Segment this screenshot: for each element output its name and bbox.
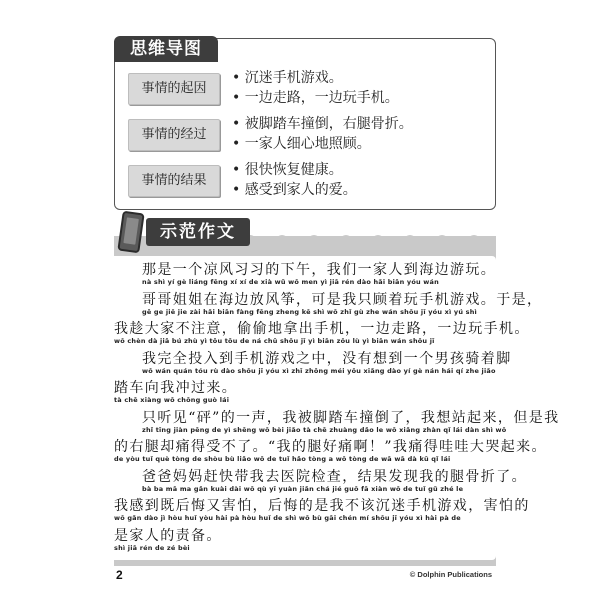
publisher-credit: © Dolphin Publications	[409, 570, 492, 579]
essay-line-pinyin: tà chē xiàng wǒ chōng guò lái	[114, 396, 230, 404]
mind-map-label: 事情的结果	[128, 165, 220, 197]
mind-map-row-cause	[128, 68, 488, 112]
mind-map-point: • 沉迷手机游戏。	[232, 70, 343, 86]
essay-line-pinyin: wǒ gǎn dào jì hòu huǐ yòu hài pà hòu huǐ de shì wǒ bù gāi chén mí shǒu jī yóu xì hài pà de	[114, 514, 461, 522]
mind-map-point: • 被脚踏车撞倒，右腿骨折。	[232, 116, 413, 132]
essay-line-hanzi: 哥哥姐姐在海边放风筝，可是我只顾着玩手机游戏。于是，	[142, 291, 543, 308]
mind-map-points	[232, 114, 488, 154]
essay-line	[114, 321, 530, 345]
essay-line	[114, 439, 547, 463]
essay-line-hanzi: 只听见“砰”的一声，我被脚踏车撞倒了，我想站起来，但是我	[142, 409, 560, 426]
essay-line-hanzi: 是家人的责备。	[114, 527, 222, 544]
essay-line-pinyin: de yòu tuǐ què tòng de shòu bù liǎo wǒ de tuǐ hǎo tòng a wǒ tòng de wā wā dà kū qǐ lái	[114, 455, 451, 463]
mind-map-label: 事情的经过	[128, 119, 220, 151]
essay-line-pinyin: gē ge jiě jie zài hǎi biān fàng fēng zheng kě shì wǒ zhǐ gù zhe wán shǒu jī yóu xì yú shì	[142, 307, 477, 316]
mind-map-row-process	[128, 114, 488, 158]
essay-line	[114, 498, 530, 522]
essay-line	[114, 262, 497, 286]
mind-map-point: • 感受到家人的爱。	[232, 182, 357, 198]
essay-line	[114, 350, 512, 375]
essay-line-pinyin: wǒ wán quán tóu rù dào shǒu jī yóu xì zhī zhōng méi yǒu xiǎng dào yí gè nán hái qí zhe jiǎo	[142, 366, 496, 375]
essay-line	[114, 528, 490, 552]
essay-line-pinyin: nà shì yí gè liáng fēng xí xí de xià wǔ wǒ men yì jiā rén dào hǎi biān yóu wán	[142, 278, 439, 286]
essay-line	[114, 380, 490, 404]
essay-line-hanzi: 我完全投入到手机游戏之中，没有想到一个男孩骑着脚	[142, 350, 512, 367]
mind-map-title: 思维导图	[114, 36, 218, 62]
essay-line-hanzi: 的右腿却痛得受不了。“我的腿好痛啊！”我痛得哇哇大哭起来。	[114, 439, 547, 455]
essay-title: 示范作文	[146, 218, 250, 246]
essay-line-pinyin: wǒ chèn dà jiā bú zhù yì tōu tōu de ná chū shǒu jī yì biān zǒu lù yì biān wán shǒu jī	[114, 337, 435, 345]
essay-line	[114, 291, 543, 316]
essay-line-hanzi: 我感到既后悔又害怕，后悔的是我不该沉迷手机游戏，害怕的	[114, 498, 530, 514]
essay-line-hanzi: 踏车向我冲过来。	[114, 380, 238, 396]
essay-line	[114, 409, 560, 434]
essay-line-hanzi: 我趁大家不注意，偷偷地拿出手机，一边走路，一边玩手机。	[114, 321, 530, 337]
essay-line-pinyin: bà ba mā ma gǎn kuài dài wǒ qù yī yuàn jiǎn chá jié guǒ fā xiàn wǒ de tuǐ gǔ zhé le	[142, 484, 464, 493]
mind-map-label: 事情的起因	[128, 73, 220, 105]
essay-line-pinyin: shì jiā rén de zé bèi	[114, 543, 190, 552]
mind-map-point: • 很快恢复健康。	[232, 162, 343, 178]
mind-map-point: • 一边走路，一边玩手机。	[232, 90, 399, 106]
essay-line	[114, 468, 527, 493]
essay-line-hanzi: 爸爸妈妈赶快带我去医院检查，结果发现我的腿骨折了。	[142, 468, 527, 485]
essay-line-hanzi: 那是一个凉风习习的下午，我们一家人到海边游玩。	[142, 262, 497, 278]
page-number: 2	[116, 568, 123, 582]
mind-map-row-result	[128, 160, 488, 204]
mind-map-points	[232, 160, 488, 200]
mind-map-point: • 一家人细心地照顾。	[232, 136, 371, 152]
essay-line-pinyin: zhǐ tīng jiàn pēng de yì shēng wǒ bèi jiǎo tà chē zhuàng dǎo le wǒ xiǎng zhàn qǐ lái dàn shì wǒ	[142, 425, 507, 434]
mind-map-points	[232, 68, 488, 108]
